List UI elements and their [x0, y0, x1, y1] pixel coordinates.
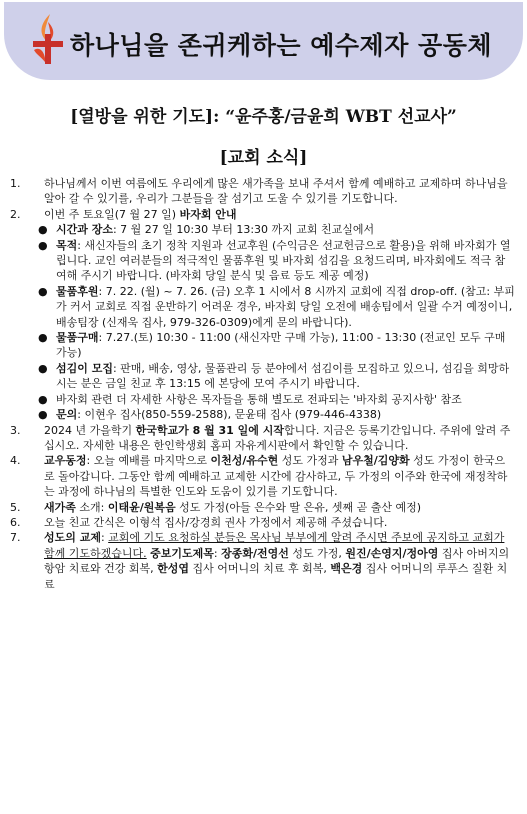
bullet-text: : 7.27.(토) 10:30 - 11:00 (새신자만 구매 가능), 11:00 - 13:30 (전교인 모두 구매 가능) — [56, 331, 506, 360]
announcement-list — [10, 176, 515, 592]
bullet-icon: ● — [38, 331, 48, 345]
bazaar-bullet — [10, 392, 515, 407]
bullet-icon: ● — [38, 408, 48, 422]
item-text: 집사 어머니의 루푸스 질환 치료 — [44, 562, 508, 591]
item-label: 성도의 교제 — [44, 531, 101, 545]
list-item — [10, 207, 515, 222]
bullet-text: : 이현우 집사(850-559-2588), 문윤태 집사 (979-446-4338) — [77, 408, 382, 422]
member-name: 원진/손영지/정아영 — [345, 546, 439, 560]
bullet-text: : 7 월 27 일 10:30 부터 13:30 까지 교회 친교실에서 — [112, 223, 375, 237]
bullet-label: 시간과 장소 — [56, 223, 113, 237]
item-text: : — [213, 546, 222, 560]
bullet-icon: ● — [38, 223, 48, 237]
item-number: 4. — [10, 454, 21, 468]
member-name: 이천성/유수현 — [210, 454, 279, 468]
item-label: 새가족 — [44, 500, 76, 514]
item-text: 2024 년 가을학기 — [44, 423, 136, 437]
bazaar-bullet — [10, 222, 515, 237]
item-text: 성도 가정이 한국으로 돌아갑니다. 그동안 함께 예배하고 교제한 시간에 감사하고, 두 가정의 이주와 한국에 재정착하는 과정에 하나님의 특별한 인도와 도움이 있기를 기도합니다. — [44, 454, 508, 499]
bullet-text: : 판매, 배송, 영상, 물품관리 등 분야에서 섬김이를 모집하고 있으니, 섬김을 희망하시는 분은 금일 친교 후 13:15 에 본당에 모여 주시기 바랍니다. — [56, 361, 510, 391]
item-text: 하나님께서 이번 여름에도 우리에게 많은 새가족을 보내 주셔서 함께 예배하고 교제하며 하나님을 알아 갈 수 있기를, 우리가 그분들을 잘 섬기고 도울 수 있기를 기도합니다. — [44, 177, 508, 206]
bullet-icon: ● — [38, 238, 48, 252]
bazaar-bullet — [10, 330, 515, 361]
member-name: 이태윤/원복음 — [107, 500, 176, 514]
bazaar-bullet — [10, 407, 515, 422]
bullet-label: 물품구매 — [56, 331, 99, 345]
bazaar-bullet — [10, 238, 515, 284]
member-name: 장종화/전영선 — [221, 546, 289, 560]
item-number: 6. — [10, 515, 21, 529]
item-text: 집사 아버지의 항암 치료와 건강 회복, — [44, 546, 510, 576]
member-name: 백은경 — [330, 562, 363, 576]
list-item — [10, 453, 515, 499]
bazaar-bullet — [10, 284, 515, 330]
section-title: [교회 소식] — [219, 148, 308, 168]
list-item — [10, 500, 515, 515]
list-item — [10, 176, 515, 207]
bazaar-bullet — [10, 361, 515, 392]
list-item — [10, 515, 515, 530]
member-name: 남우철/김양화 — [341, 454, 410, 468]
bullet-text: : 새신자들의 초기 정착 지원과 선교후원 (수익금은 선교헌금으로 활용)을 위해 바자회가 열립니다. 교인 여러분들의 적극적인 물품후원 및 바자회 섬김을 요청드리며, 바자회에도 적극 참여해 주시기 바랍니다. (바자회 당일 분식 및 음료 등도 제공 예정) — [56, 238, 511, 283]
bullet-icon: ● — [38, 284, 48, 298]
header-banner — [4, 2, 523, 80]
item-text: 성도 가정과 — [278, 454, 342, 468]
intercession-label: 중보기도제목 — [150, 546, 214, 560]
item-number: 5. — [10, 500, 21, 514]
item-text: 성도 가정, — [288, 546, 346, 560]
item-text: 오늘 친교 간식은 이형석 집사/강경희 권사 가정에서 제공해 주셨습니다. — [44, 515, 388, 529]
item-text: 소개: — [75, 500, 108, 514]
member-name: 한성엽 — [157, 562, 190, 576]
church-logo-icon — [30, 12, 66, 66]
item-number: 2. — [10, 207, 21, 221]
bullet-label: 목적 — [56, 238, 78, 252]
item-text: : 오늘 예배를 마지막으로 — [86, 454, 211, 468]
bullet-label: 문의 — [56, 408, 78, 422]
item-number: 7. — [10, 531, 21, 545]
prayer-request-notice: 교회에 기도 요청하실 분들은 목사님 부부에게 알려 주시면 주보에 공지하고 교회가 함께 기도하겠습니다. — [44, 531, 505, 560]
item-text: : — [100, 531, 109, 545]
item-label: 교우동정 — [44, 454, 87, 468]
item-text: 이번 주 토요일(7 월 27 일) — [44, 207, 180, 221]
item-number: 3. — [10, 423, 21, 437]
prayer-title: [열방을 위한 기도]: “윤주홍/금윤희 WBT 선교사” — [70, 107, 457, 127]
bullet-text: : 7. 22. (월) ~ 7. 26. (금) 오후 1 시에서 8 시까지 교회에 직접 drop-off. (참고: 부피가 커서 교회로 직접 운반하기 어려운 경우, 바자회 당일 오전에 배송팀에서 일괄 수거 예정이니, 배송팀장 (신재욱 집사, 979-326-0309)에게 문의 바랍니다). — [56, 284, 515, 329]
list-item — [10, 423, 515, 454]
bullet-label: 물품후원 — [56, 284, 99, 298]
item-text: 합니다. 지금은 등록기간입니다. 주위에 알려 주십시오. 자세한 내용은 한인학생회 홈피 자유게시판에서 확인할 수 있습니다. — [44, 423, 511, 452]
bazaar-heading: 바자회 안내 — [179, 207, 237, 221]
item-text: 집사 어머니의 치료 후 회복, — [189, 562, 331, 576]
list-item — [10, 530, 515, 592]
bullet-icon: ● — [38, 392, 48, 406]
bullet-text: 바자회 관련 더 자세한 사항은 목자들을 통해 별도로 전파되는 '바자회 공지사항' 참조 — [56, 392, 462, 406]
item-highlight: 한국학교가 8 월 31 일에 시작 — [135, 423, 284, 437]
item-number: 1. — [10, 177, 21, 190]
item-text: 성도 가정(아들 은수와 딸 은유, 셋째 곧 출산 예정) — [175, 500, 422, 514]
bullet-label: 섬김이 모집 — [56, 361, 113, 375]
site-title: 하나님을 존귀케하는 예수제자 공동체 — [70, 31, 493, 60]
bullet-icon: ● — [38, 361, 48, 375]
